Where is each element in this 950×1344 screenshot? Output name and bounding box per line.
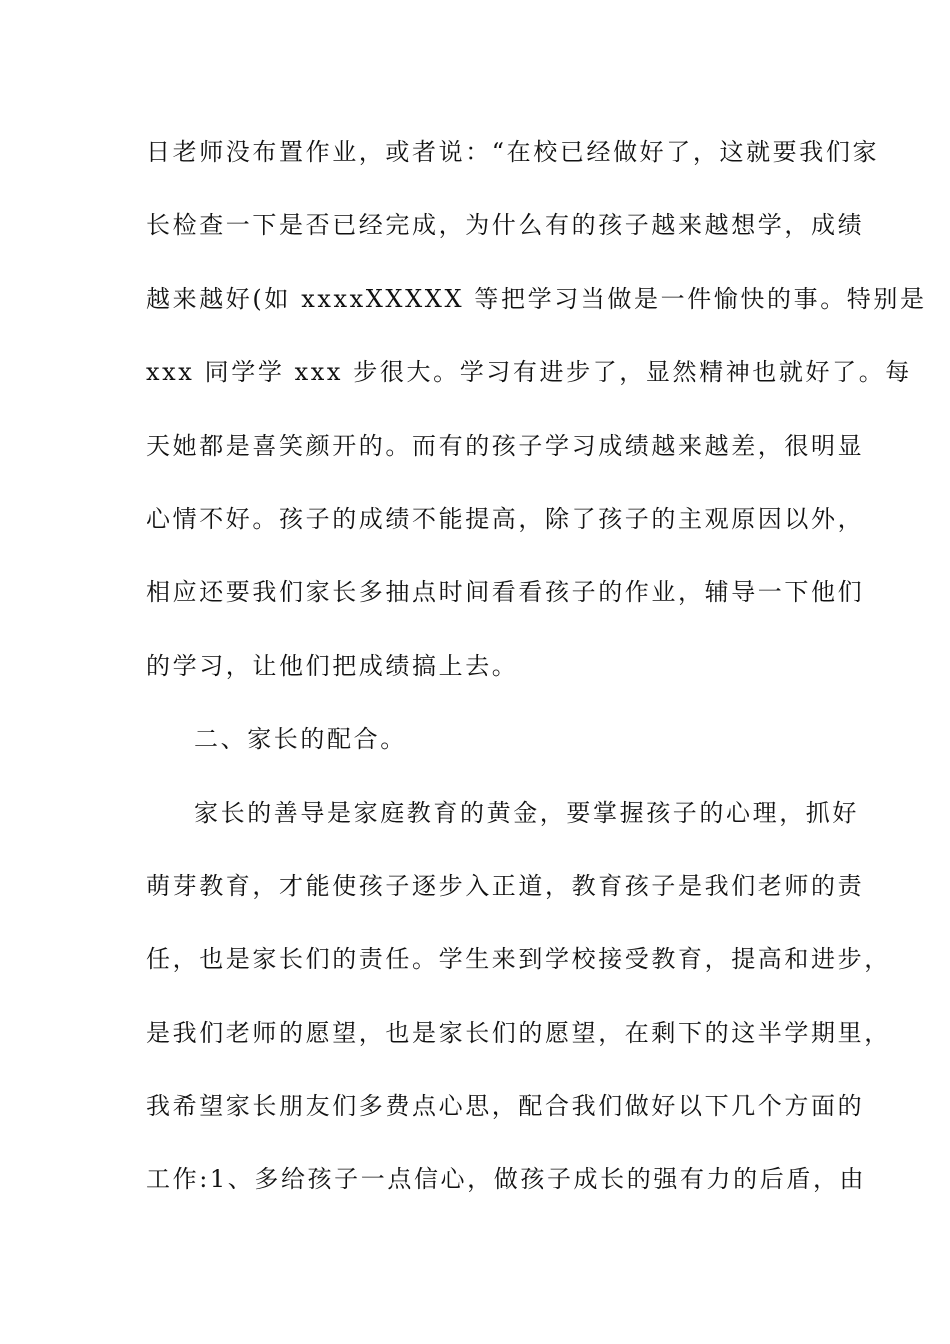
text-line: 天她都是喜笑颜开的。而有的孩子学习成绩越来越差，很明显	[146, 431, 865, 460]
text-line: xxx 同学学 xxx 步很大。学习有进步了，显然精神也就好了。每	[146, 358, 912, 387]
document-body	[146, 128, 927, 1229]
section-heading: 二、家长的配合。	[194, 725, 407, 754]
text-line: 越来越好(如 xxxxXXXXX 等把学习当做是一件愉快的事。特别是	[146, 284, 927, 313]
text-line: 长检查一下是否已经完成，为什么有的孩子越来越想学，成绩	[146, 211, 865, 240]
text-line: 我希望家长朋友们多费点心思，配合我们做好以下几个方面的	[146, 1092, 865, 1121]
text-line: 任，也是家长们的责任。学生来到学校接受教育，提高和进步，	[146, 945, 891, 974]
text-line: 是我们老师的愿望，也是家长们的愿望，在剩下的这半学期里，	[146, 1018, 891, 1047]
text-line: 的学习，让他们把成绩搞上去。	[146, 651, 519, 680]
text-line: 日老师没布置作业，或者说：“在校已经做好了，这就要我们家	[146, 138, 880, 166]
text-line: 萌芽教育，才能使孩子逐步入正道，教育孩子是我们老师的责	[146, 871, 865, 900]
text-line: 相应还要我们家长多抽点时间看看孩子的作业，辅导一下他们	[146, 578, 865, 607]
text-line: 心情不好。孩子的成绩不能提高，除了孩子的主观原因以外，	[146, 504, 865, 533]
text-line: 家长的善导是家庭教育的黄金，要掌握孩子的心理，抓好	[194, 798, 859, 827]
text-line: 工作:1、多给孩子一点信心，做孩子成长的强有力的后盾，由	[146, 1165, 867, 1194]
